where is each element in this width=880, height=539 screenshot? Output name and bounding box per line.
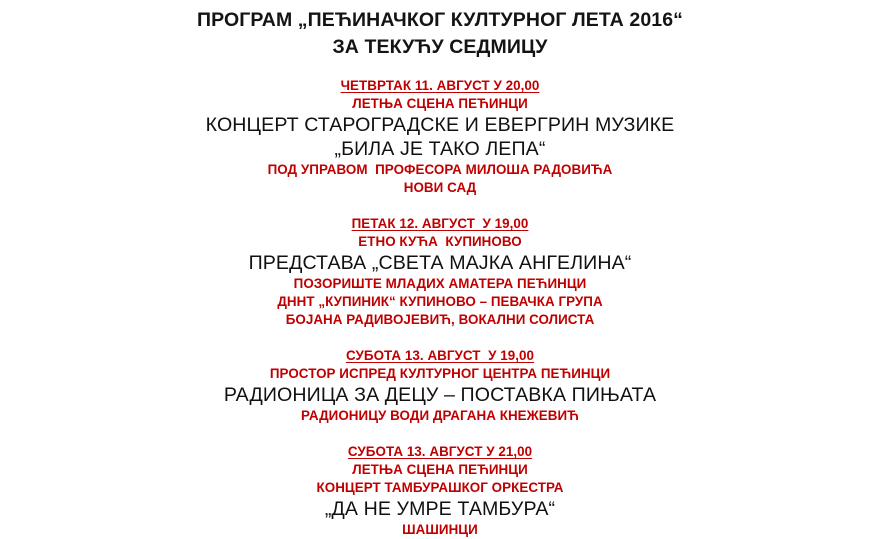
event-date-line: ПЕТАК 12. АВГУСТ У 19,00	[351, 216, 529, 231]
title-line-1: ПРОГРАМ „ПЕЋИНАЧКОГ КУЛТУРНОГ ЛЕТА 2016“	[196, 9, 684, 31]
event-date-line: СУБОТА 13. АВГУСТ У 21,00	[347, 444, 533, 459]
page-title	[0, 0, 880, 61]
event-venue-line: ЛЕТЊА СЦЕНА ПЕЋИНЦИ	[352, 462, 528, 477]
event-headline: КОНЦЕРТ ТАМБУРАШКОГ ОРКЕСТРА	[316, 480, 564, 495]
event-venue-line: ЛЕТЊА СЦЕНА ПЕЋИНЦИ	[352, 96, 528, 111]
event-credit-line: БОЈАНА РАДИВОЈЕВИЋ, ВОКАЛНИ СОЛИСТА	[285, 312, 595, 327]
event-credit-line: НОВИ САД	[403, 180, 477, 195]
event-block	[0, 347, 880, 425]
event-date-line: СУБОТА 13. АВГУСТ У 19,00	[345, 348, 534, 363]
event-headline: ПРЕДСТАВА „СВЕТА МАЈКА АНГЕЛИНА“	[248, 252, 632, 274]
event-venue-line: ЕТНО КУЋА КУПИНОВО	[358, 234, 522, 249]
event-subtitle: „ДА НЕ УМРЕ ТАМБУРА“	[324, 498, 556, 520]
title-line-2: ЗА ТЕКУЋУ СЕДМИЦУ	[332, 36, 548, 58]
event-credit-line: ШАШИНЦИ	[402, 522, 478, 537]
event-headline: КОНЦЕРТ СТАРОГРАДСКЕ И ЕВЕРГРИН МУЗИКЕ	[205, 114, 675, 136]
event-block	[0, 77, 880, 197]
event-subtitle: „БИЛА ЈЕ ТАКО ЛЕПА“	[334, 138, 546, 160]
event-block	[0, 215, 880, 329]
event-credit-line: ДННТ „КУПИНИК“ КУПИНОВО – ПЕВАЧКА ГРУПА	[277, 294, 603, 309]
event-block	[0, 443, 880, 539]
event-headline: РАДИОНИЦА ЗА ДЕЦУ – ПОСТАВКА ПИЊАТА	[223, 384, 657, 406]
event-credit-line: ПОЗОРИШТЕ МЛАДИХ АМАТЕРА ПЕЋИНЦИ	[293, 276, 587, 291]
program-list	[0, 77, 880, 539]
event-credit-line: РАДИОНИЦУ ВОДИ ДРАГАНА КНЕЖЕВИЋ	[301, 408, 579, 423]
event-credit-line: ПОД УПРАВОМ ПРОФЕСОРА МИЛОША РАДОВИЋА	[267, 162, 613, 177]
event-venue-line: ПРОСТОР ИСПРЕД КУЛТУРНОГ ЦЕНТРА ПЕЋИНЦИ	[269, 366, 611, 381]
event-date-line: ЧЕТВРТАК 11. АВГУСТ У 20,00	[340, 78, 540, 93]
